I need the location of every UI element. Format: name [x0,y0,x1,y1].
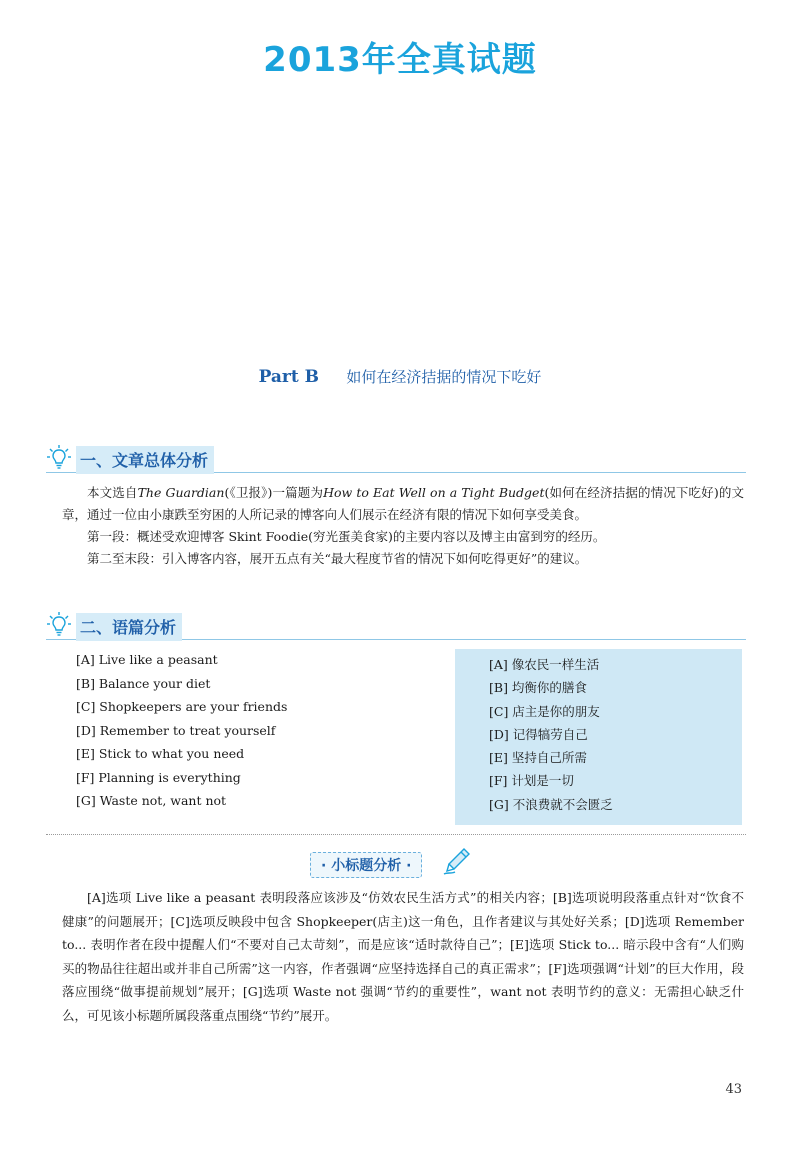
section-heading-label: 二、语篇分析 [76,613,182,641]
text-fragment: (如何在经济拮据的情况下吃好)的文章，通过一位由小康跌至穷困的人所记录的博客向人们展示在经济有限的情况下如何享受美食。 [62,485,744,522]
option-cn: [C] 店主是你的朋友 [489,703,600,719]
source-title: The Guardian [137,485,225,500]
dotted-divider [46,834,746,835]
section-heading-overview [46,444,746,473]
paragraph-summary-1: 第一段：概述受欢迎博客 Skint Foodie(穷光蛋美食家)的主要内容以及博主由富到穷的经历。 [87,529,606,544]
text-fragment: (《卫报》)一篇题为 [224,485,324,500]
subheading-analysis: · 小标题分析 · [310,852,422,878]
option-cn: [D] 记得犒劳自己 [489,726,588,742]
part-label: Part B [258,367,320,387]
option-en: [C] Shopkeepers are your friends [76,699,288,714]
part-heading [0,366,800,387]
part-title: 如何在经济拮据的情况下吃好 [346,368,542,386]
paragraph-summary-2: 第二至末段：引入博客内容，展开五点有关“最大程度节省的情况下如何吃得更好”的建议。 [87,551,588,566]
option-cn: [E] 坚持自己所需 [489,750,587,766]
option-cn: [G] 不浪费就不会匮乏 [489,796,613,812]
options-chinese-box [455,649,742,825]
option-cn: [A] 像农民一样生活 [489,657,600,672]
page-title: 2013年全真试题 [263,40,537,80]
options-english [76,648,416,813]
option-cn: [B] 均衡你的膳食 [489,680,587,696]
overview-text [62,482,744,570]
option-en: [D] Remember to treat yourself [76,722,276,738]
overview-paragraph [62,482,744,526]
section-heading-discourse [46,611,746,640]
page-number: 43 [725,1082,742,1097]
option-en: [A] Live like a peasant [76,652,218,667]
section-heading-label: 一、文章总体分析 [76,446,214,474]
pen-icon [442,846,472,876]
option-en: [E] Stick to what you need [76,746,245,761]
option-en: [B] Balance your diet [76,675,211,691]
subheading-analysis-text [62,886,744,1027]
article-title: How to Eat Well on a Tight Budget [323,485,545,500]
option-en: [G] Waste not, want not [76,793,227,808]
lightbulb-icon [46,611,72,637]
analysis-paragraph: [A]选项 Live like a peasant 表明段落应该涉及“仿效农民生活方式”的相关内容；[B]选项说明段落重点针对“饮食不健康”的问题展开；[C]选项反映段中包含 Shopkeeper(店主)这一角色，且作者建议与其处好关系；[D]选项 Remember to... 表明作者在段中提醒人们“不要对自己太苛刻”，而是应该“适时款待自己”；[E]选项 Stick to... 暗示段中含有“人们购买的物品往往超出或并非自己所需”这一内容，作者强调“应坚持选择自己的真正需求”；[F]选项强调“计划”的巨大作用，段落应围绕“做事提前规划”展开；[G]选项 Waste not 强调“节约的重要性”，want not 表明节约的意义：无需担心缺乏什么，可见该小标题所属段落重点围绕“节约”展开。 [62,890,744,1023]
lightbulb-icon [46,444,72,470]
options-chinese [489,653,613,816]
option-cn: [F] 计划是一切 [489,773,574,789]
option-en: [F] Planning is everything [76,769,241,785]
text-fragment: 本文选自 [87,485,138,500]
